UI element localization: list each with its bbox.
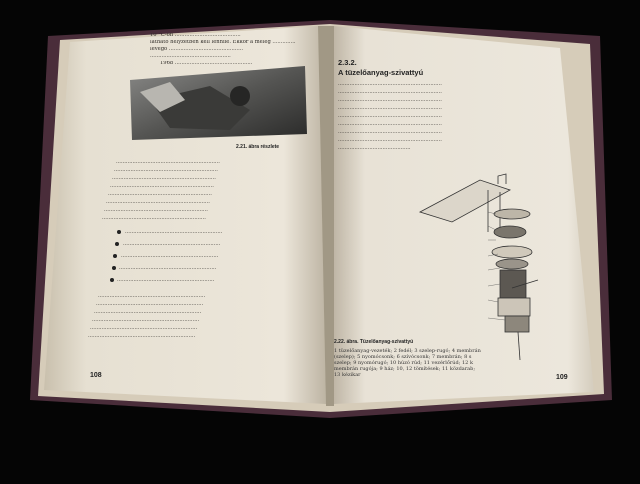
left-text-line: ...............................................................	[106, 200, 210, 205]
left-text-line: .................................................................	[94, 310, 202, 315]
left-text-line: ...............................................................	[114, 168, 218, 173]
right-text-line: ...............................................................	[338, 138, 442, 143]
left-text-line: levegő .............................................	[150, 47, 244, 52]
right-figure-caption-line: 1 tüzelőanyag-vezeték; 2 fedél; 3 szelep-rugó; 4 membrán	[334, 348, 481, 354]
right-page-number: 109	[556, 374, 568, 381]
left-text-line: 10 °C-on ........................................	[150, 33, 241, 38]
left-bullet-text: ...........................................................	[123, 242, 221, 247]
right-text-line: ...............................................................	[338, 122, 442, 127]
left-text-line: látható helyzetben kell lenniie. Ekkor a meleg ..............	[150, 40, 296, 45]
right-text-line: ...............................................................	[338, 98, 442, 103]
left-text-line: .................................................................	[92, 318, 200, 323]
right-figure-caption-line: membrán rugója; 9 ház; 10, 12 tömítések; 11 közdarab;	[334, 366, 476, 372]
left-text-line: .................................................	[150, 54, 231, 59]
left-text-line: ...............................................................	[108, 192, 212, 197]
left-text-line: ...............................................................	[110, 184, 214, 189]
left-bullet-text: ...........................................................	[119, 266, 217, 271]
left-text-line: .................................................................	[98, 294, 206, 299]
left-bullet-text: ...........................................................	[121, 254, 219, 259]
right-figure-caption-line: szelep; 9 nyomórugó; 10 húzó rúd; 11 vezérlőrúd; 12 k	[334, 360, 473, 366]
section-number: 2.3.2.	[338, 58, 357, 67]
right-figure-caption-title: 2.22. ábra. Tüzelőanyag-szivattyú	[334, 339, 414, 345]
left-text-line: .................................................................	[90, 326, 198, 331]
left-text-line: ...............................................................	[104, 208, 208, 213]
right-text-line: ............................................	[338, 146, 411, 151]
right-text-line: ...............................................................	[338, 130, 442, 135]
right-text-line: ...............................................................	[338, 82, 442, 87]
right-text-line: ...............................................................	[338, 114, 442, 119]
left-text-line: ...............................................................	[112, 176, 216, 181]
right-figure-caption-line: 13 kézikar	[334, 372, 361, 378]
left-bullet-text: ...........................................................	[125, 230, 223, 235]
left-text-line: .................................................................	[96, 302, 204, 307]
right-text-line: ...............................................................	[338, 106, 442, 111]
left-text-line: 1968 ...............................................	[160, 61, 253, 66]
left-bullet-text: ...........................................................	[117, 278, 215, 283]
left-text-line: .................................................................	[88, 334, 196, 339]
left-text-line: ...............................................................	[116, 160, 220, 165]
right-figure-caption-line: (szelep); 5 nyomócsonk; 6 szívócsonk; 7 membrán; 8 s	[334, 354, 472, 360]
section-title: A tüzelőanyag-szivattyú	[338, 68, 424, 77]
left-figure-caption: 2.21. ábra részlete	[236, 144, 280, 150]
right-text-line: ...............................................................	[338, 90, 442, 95]
left-page-number: 108	[90, 372, 102, 379]
left-text-line: ...............................................................	[102, 216, 206, 221]
